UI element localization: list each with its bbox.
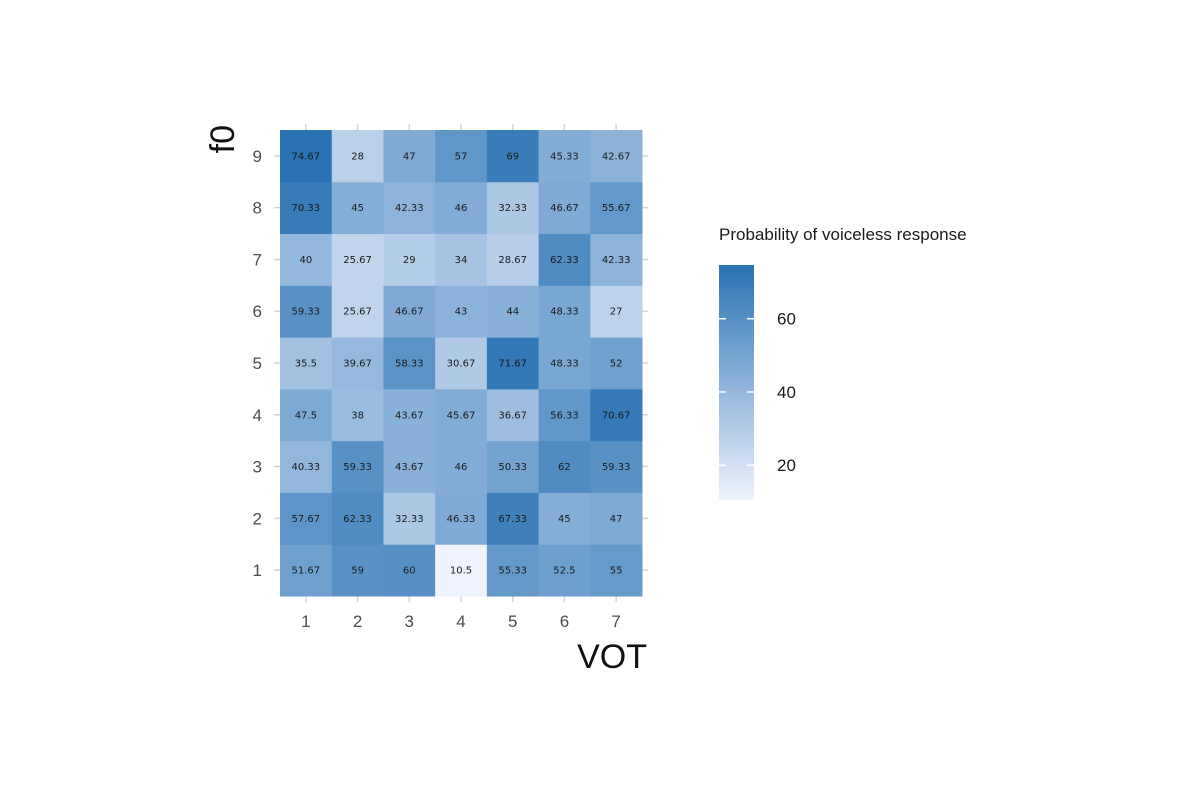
cell-value-label: 28: [351, 151, 364, 163]
cell-value-label: 55.67: [601, 203, 631, 215]
x-tick-label: 6: [559, 612, 570, 631]
cell-value-label: 59.33: [343, 462, 372, 474]
x-tick-label: 4: [456, 612, 466, 631]
legend-tick-label: 20: [777, 456, 796, 476]
x-tick-label: 5: [507, 612, 518, 631]
y-tick-label: 5: [252, 354, 262, 373]
cell-value-label: 44: [506, 306, 520, 318]
cell-value-label: 52.5: [553, 565, 576, 577]
cell-value-label: 32.33: [394, 513, 424, 525]
cell-value-label: 25.67: [343, 306, 372, 318]
cell-value-label: 45.67: [446, 410, 476, 422]
y-tick-label: 6: [252, 302, 262, 322]
cell-value-label: 43: [454, 306, 468, 318]
x-tick-label: 3: [404, 612, 415, 631]
cell-value-label: 43.67: [394, 462, 424, 474]
cell-value-label: 46: [454, 462, 468, 474]
x-axis-ticks: [301, 612, 621, 631]
cell-value-label: 71.67: [498, 358, 528, 370]
cell-value-label: 46.33: [446, 513, 476, 525]
x-tick-label: 7: [611, 612, 621, 631]
cell-value-label: 52: [609, 358, 623, 370]
x-tick-label: 2: [352, 612, 363, 631]
cell-value-label: 45.33: [550, 151, 579, 163]
cell-value-label: 47: [402, 151, 416, 163]
legend-title: Probability of voiceless response: [719, 225, 967, 244]
cell-value-label: 45: [351, 203, 364, 215]
cell-value-label: 27: [609, 306, 623, 318]
x-tick-label: 1: [301, 612, 311, 631]
cell-value-label: 25.67: [343, 254, 372, 266]
y-tick-label: 3: [252, 457, 262, 477]
x-axis-title: VOT: [577, 638, 647, 676]
cell-value-label: 35.5: [294, 358, 317, 370]
cell-value-label: 69: [506, 151, 520, 163]
cell-value-label: 38: [351, 410, 364, 422]
legend-tick-label: 60: [777, 309, 796, 329]
cell-value-label: 60: [402, 565, 416, 577]
cell-value-label: 46.67: [394, 306, 424, 318]
cell-value-label: 36.67: [498, 410, 528, 422]
cell-value-label: 29: [402, 254, 416, 266]
cell-value-label: 40: [299, 254, 313, 266]
cell-value-label: 62.33: [343, 513, 372, 525]
cell-value-label: 62.33: [550, 254, 579, 266]
cell-value-label: 28.67: [498, 254, 528, 266]
cell-value-label: 48.33: [550, 358, 579, 370]
y-axis-title: f0: [204, 125, 242, 154]
cell-value-label: 32.33: [498, 203, 528, 215]
cell-value-label: 34: [454, 254, 468, 266]
cell-value-label: 59.33: [291, 306, 321, 318]
color-legend: [719, 225, 967, 500]
cell-value-label: 62: [558, 462, 571, 474]
cell-value-label: 56.33: [550, 410, 579, 422]
cell-value-label: 51.67: [291, 565, 321, 577]
cell-value-label: 42.67: [601, 151, 631, 163]
cell-value-label: 47: [609, 513, 623, 525]
legend-tick-label: 40: [777, 382, 796, 402]
cell-value-label: 43.67: [394, 410, 424, 422]
cell-value-label: 42.33: [601, 254, 631, 266]
cell-value-label: 42.33: [394, 203, 424, 215]
cell-value-label: 59: [351, 565, 364, 577]
y-tick-label: 8: [252, 198, 262, 218]
cell-value-label: 59.33: [601, 462, 631, 474]
cell-value-label: 70.33: [291, 203, 321, 215]
cell-value-label: 55: [609, 565, 623, 577]
cell-value-label: 74.67: [291, 151, 321, 163]
y-tick-label: 2: [252, 509, 262, 529]
cell-value-label: 57: [454, 151, 468, 163]
y-tick-label: 7: [252, 250, 262, 270]
cell-value-label: 10.5: [449, 565, 473, 577]
cell-value-label: 30.67: [446, 358, 476, 370]
y-tick-label: 4: [252, 405, 262, 425]
cell-value-label: 67.33: [498, 513, 528, 525]
cell-value-label: 39.67: [343, 358, 372, 370]
cell-value-label: 55.33: [498, 565, 528, 577]
cell-value-label: 47.5: [294, 410, 317, 422]
cell-value-label: 57.67: [291, 513, 321, 525]
y-tick-label: 9: [252, 146, 262, 166]
y-tick-label: 1: [252, 561, 262, 581]
cell-value-label: 40.33: [291, 462, 321, 474]
cell-value-label: 46: [454, 203, 468, 215]
cell-value-label: 50.33: [498, 462, 528, 474]
y-axis-ticks: [253, 147, 262, 580]
cell-value-label: 46.67: [550, 203, 579, 215]
cell-value-label: 48.33: [550, 306, 579, 318]
cell-value-label: 45: [558, 513, 571, 525]
cell-value-label: 70.67: [601, 410, 631, 422]
cell-value-label: 58.33: [394, 358, 424, 370]
